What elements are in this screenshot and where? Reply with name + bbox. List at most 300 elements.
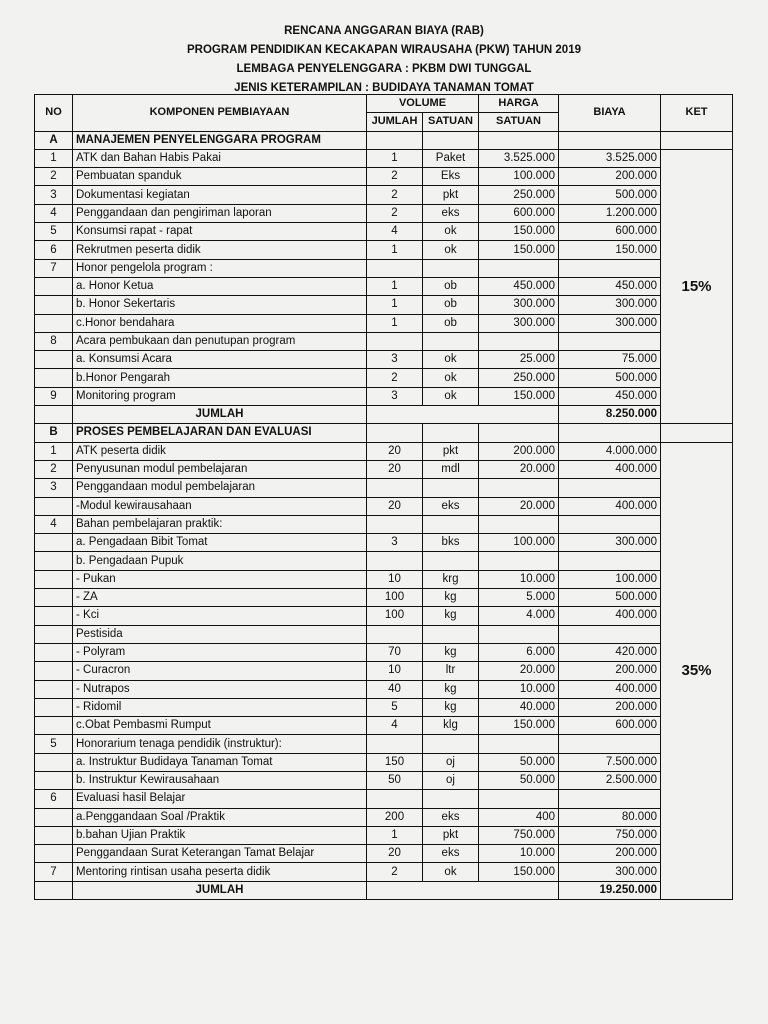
table-row: [35, 680, 733, 698]
total-blank: [367, 406, 559, 424]
document-header: [0, 22, 768, 98]
row-item: Penggandaan dan pengiriman laporan: [73, 204, 367, 222]
price-cell: [479, 424, 559, 442]
table-row: [35, 607, 733, 625]
row-cost: 300.000: [559, 863, 661, 881]
row-price: 300.000: [479, 314, 559, 332]
row-no: [35, 296, 73, 314]
row-no: 2: [35, 460, 73, 478]
row-no: [35, 826, 73, 844]
row-unit: [423, 515, 479, 533]
row-unit: ob: [423, 314, 479, 332]
row-item: ATK peserta didik: [73, 442, 367, 460]
section-code: B: [35, 424, 73, 442]
row-qty: 4: [367, 717, 423, 735]
table-row: [35, 460, 733, 478]
row-qty: [367, 790, 423, 808]
row-unit: pkt: [423, 186, 479, 204]
row-unit: bks: [423, 534, 479, 552]
table-row: [35, 149, 733, 167]
row-qty: 1: [367, 149, 423, 167]
table-row: [35, 845, 733, 863]
row-cost: 3.525.000: [559, 149, 661, 167]
row-unit: [423, 479, 479, 497]
row-price: 10.000: [479, 680, 559, 698]
row-item: a. Pengadaan Bibit Tomat: [73, 534, 367, 552]
row-no: [35, 497, 73, 515]
row-cost: 200.000: [559, 168, 661, 186]
table-row: [35, 259, 733, 277]
total-row: [35, 881, 733, 899]
row-item: Penyusunan modul pembelajaran: [73, 460, 367, 478]
qty-cell: [367, 131, 423, 149]
total-label: JUMLAH: [73, 881, 367, 899]
row-qty: [367, 259, 423, 277]
row-no: [35, 625, 73, 643]
row-price: [479, 735, 559, 753]
row-cost: 200.000: [559, 662, 661, 680]
col-harga: HARGA: [479, 95, 559, 113]
row-cost: 4.000.000: [559, 442, 661, 460]
ket-cell: [661, 131, 733, 149]
row-qty: 3: [367, 534, 423, 552]
table-row: [35, 168, 733, 186]
row-price: 450.000: [479, 277, 559, 295]
row-item: Penggandaan Surat Keterangan Tamat Belajar: [73, 845, 367, 863]
row-cost: [559, 479, 661, 497]
row-item: b.bahan Ujian Praktik: [73, 826, 367, 844]
row-no: [35, 570, 73, 588]
table-row: [35, 204, 733, 222]
header-row: [35, 95, 733, 113]
row-item: c.Honor bendahara: [73, 314, 367, 332]
row-unit: ok: [423, 369, 479, 387]
col-ket: KET: [661, 95, 733, 132]
row-price: 20.000: [479, 497, 559, 515]
row-no: 3: [35, 186, 73, 204]
row-unit: oj: [423, 753, 479, 771]
total-label: JUMLAH: [73, 406, 367, 424]
row-price: [479, 479, 559, 497]
row-item: Bahan pembelajaran praktik:: [73, 515, 367, 533]
row-cost: 400.000: [559, 680, 661, 698]
table-row: [35, 717, 733, 735]
row-unit: ob: [423, 296, 479, 314]
row-qty: 100: [367, 589, 423, 607]
table-row: [35, 589, 733, 607]
cost-cell: [559, 424, 661, 442]
row-qty: 4: [367, 223, 423, 241]
row-qty: [367, 479, 423, 497]
row-cost: 420.000: [559, 643, 661, 661]
row-cost: 600.000: [559, 717, 661, 735]
row-price: 100.000: [479, 534, 559, 552]
row-unit: mdl: [423, 460, 479, 478]
total-row: [35, 406, 733, 424]
row-qty: [367, 515, 423, 533]
qty-cell: [367, 424, 423, 442]
row-qty: [367, 552, 423, 570]
row-price: 150.000: [479, 863, 559, 881]
row-cost: 2.500.000: [559, 771, 661, 789]
row-qty: 20: [367, 497, 423, 515]
row-qty: 1: [367, 826, 423, 844]
row-unit: ok: [423, 387, 479, 405]
row-cost: [559, 735, 661, 753]
row-price: [479, 790, 559, 808]
row-item: - ZA: [73, 589, 367, 607]
row-no: 5: [35, 735, 73, 753]
row-qty: 2: [367, 369, 423, 387]
row-no: [35, 771, 73, 789]
row-item: - Pukan: [73, 570, 367, 588]
row-unit: eks: [423, 204, 479, 222]
row-price: 200.000: [479, 442, 559, 460]
row-qty: [367, 332, 423, 350]
table-row: [35, 369, 733, 387]
row-qty: 20: [367, 460, 423, 478]
row-cost: 7.500.000: [559, 753, 661, 771]
unit-cell: [423, 131, 479, 149]
row-item: - Curacron: [73, 662, 367, 680]
row-unit: klg: [423, 717, 479, 735]
row-price: 300.000: [479, 296, 559, 314]
row-qty: 1: [367, 241, 423, 259]
row-price: 50.000: [479, 771, 559, 789]
row-qty: 10: [367, 662, 423, 680]
row-cost: 300.000: [559, 296, 661, 314]
unit-cell: [423, 424, 479, 442]
cost-cell: [559, 131, 661, 149]
row-qty: 100: [367, 607, 423, 625]
col-harga-satuan: SATUAN: [479, 113, 559, 131]
row-price: [479, 515, 559, 533]
budget-table: [34, 94, 733, 900]
row-item: -Modul kewirausahaan: [73, 497, 367, 515]
row-cost: [559, 790, 661, 808]
row-item: Dokumentasi kegiatan: [73, 186, 367, 204]
table-row: [35, 625, 733, 643]
row-price: 4.000: [479, 607, 559, 625]
row-no: [35, 808, 73, 826]
row-cost: 400.000: [559, 607, 661, 625]
row-item: Pestisida: [73, 625, 367, 643]
table-row: [35, 863, 733, 881]
row-qty: 5: [367, 698, 423, 716]
row-unit: pkt: [423, 442, 479, 460]
row-qty: 20: [367, 845, 423, 863]
row-qty: 2: [367, 863, 423, 881]
row-item: b. Honor Sekertaris: [73, 296, 367, 314]
row-item: b. Pengadaan Pupuk: [73, 552, 367, 570]
total-value: 19.250.000: [559, 881, 661, 899]
section-title: MANAJEMEN PENYELENGGARA PROGRAM: [73, 131, 367, 149]
row-item: a. Instruktur Budidaya Tanaman Tomat: [73, 753, 367, 771]
row-no: 8: [35, 332, 73, 350]
row-cost: [559, 332, 661, 350]
table-row: [35, 534, 733, 552]
row-no: [35, 753, 73, 771]
row-cost: 400.000: [559, 497, 661, 515]
row-qty: 2: [367, 204, 423, 222]
row-item: b. Instruktur Kewirausahaan: [73, 771, 367, 789]
row-cost: 500.000: [559, 589, 661, 607]
section-title: PROSES PEMBELAJARAN DAN EVALUASI: [73, 424, 367, 442]
row-item: Penggandaan modul pembelajaran: [73, 479, 367, 497]
row-no: [35, 698, 73, 716]
ket-percent: 35%: [661, 442, 733, 899]
row-cost: [559, 259, 661, 277]
row-price: 3.525.000: [479, 149, 559, 167]
col-jumlah: JUMLAH: [367, 113, 423, 131]
row-no: [35, 717, 73, 735]
row-price: 750.000: [479, 826, 559, 844]
row-item: Rekrutmen peserta didik: [73, 241, 367, 259]
row-qty: 3: [367, 387, 423, 405]
row-no: 6: [35, 790, 73, 808]
row-unit: kg: [423, 607, 479, 625]
row-no: [35, 643, 73, 661]
row-item: c.Obat Pembasmi Rumput: [73, 717, 367, 735]
row-qty: 20: [367, 442, 423, 460]
row-cost: 1.200.000: [559, 204, 661, 222]
table-row: [35, 479, 733, 497]
row-cost: [559, 552, 661, 570]
table-row: [35, 387, 733, 405]
row-no: 1: [35, 442, 73, 460]
col-satuan: SATUAN: [423, 113, 479, 131]
row-price: 25.000: [479, 351, 559, 369]
row-no: 9: [35, 387, 73, 405]
row-no: [35, 680, 73, 698]
row-price: 150.000: [479, 223, 559, 241]
row-qty: 1: [367, 277, 423, 295]
row-qty: 1: [367, 296, 423, 314]
row-cost: 200.000: [559, 845, 661, 863]
table-row: [35, 314, 733, 332]
row-cost: 400.000: [559, 460, 661, 478]
row-item: b.Honor Pengarah: [73, 369, 367, 387]
table-row: [35, 662, 733, 680]
table-row: [35, 277, 733, 295]
row-unit: ok: [423, 863, 479, 881]
row-qty: 40: [367, 680, 423, 698]
row-cost: 450.000: [559, 277, 661, 295]
row-item: a.Penggandaan Soal /Praktik: [73, 808, 367, 826]
row-cost: 300.000: [559, 534, 661, 552]
row-no: 4: [35, 204, 73, 222]
row-price: 100.000: [479, 168, 559, 186]
row-cost: 80.000: [559, 808, 661, 826]
total-blank: [35, 881, 73, 899]
table-row: [35, 698, 733, 716]
row-price: 10.000: [479, 845, 559, 863]
row-cost: [559, 515, 661, 533]
row-price: 20.000: [479, 662, 559, 680]
row-price: 20.000: [479, 460, 559, 478]
row-item: Mentoring rintisan usaha peserta didik: [73, 863, 367, 881]
row-no: 5: [35, 223, 73, 241]
row-price: [479, 332, 559, 350]
table-row: [35, 497, 733, 515]
row-unit: eks: [423, 845, 479, 863]
row-unit: pkt: [423, 826, 479, 844]
row-no: [35, 351, 73, 369]
row-cost: 500.000: [559, 186, 661, 204]
total-value: 8.250.000: [559, 406, 661, 424]
table-row: [35, 753, 733, 771]
row-item: Monitoring program: [73, 387, 367, 405]
table-row: [35, 442, 733, 460]
table-row: [35, 241, 733, 259]
row-item: Konsumsi rapat - rapat: [73, 223, 367, 241]
row-no: 3: [35, 479, 73, 497]
row-price: 150.000: [479, 387, 559, 405]
row-unit: ltr: [423, 662, 479, 680]
row-item: - Kci: [73, 607, 367, 625]
row-cost: 100.000: [559, 570, 661, 588]
row-qty: [367, 625, 423, 643]
row-unit: krg: [423, 570, 479, 588]
row-price: 50.000: [479, 753, 559, 771]
row-qty: 10: [367, 570, 423, 588]
table-row: [35, 351, 733, 369]
table-row: [35, 771, 733, 789]
row-no: [35, 314, 73, 332]
section-heading: [35, 131, 733, 149]
row-no: [35, 277, 73, 295]
row-cost: 200.000: [559, 698, 661, 716]
row-qty: 2: [367, 186, 423, 204]
row-item: - Polyram: [73, 643, 367, 661]
row-item: a. Honor Ketua: [73, 277, 367, 295]
row-price: 150.000: [479, 717, 559, 735]
row-price: [479, 625, 559, 643]
row-unit: oj: [423, 771, 479, 789]
row-price: 150.000: [479, 241, 559, 259]
row-price: 250.000: [479, 369, 559, 387]
row-no: 7: [35, 259, 73, 277]
row-cost: 500.000: [559, 369, 661, 387]
row-price: 5.000: [479, 589, 559, 607]
row-unit: ob: [423, 277, 479, 295]
row-no: [35, 845, 73, 863]
row-price: 10.000: [479, 570, 559, 588]
row-qty: 2: [367, 168, 423, 186]
table-row: [35, 790, 733, 808]
row-cost: 600.000: [559, 223, 661, 241]
row-item: Honor pengelola program :: [73, 259, 367, 277]
row-no: 1: [35, 149, 73, 167]
ket-percent: 15%: [661, 149, 733, 423]
row-unit: kg: [423, 643, 479, 661]
row-cost: 150.000: [559, 241, 661, 259]
col-volume: VOLUME: [367, 95, 479, 113]
row-item: ATK dan Bahan Habis Pakai: [73, 149, 367, 167]
table-row: [35, 826, 733, 844]
row-no: [35, 607, 73, 625]
row-item: Pembuatan spanduk: [73, 168, 367, 186]
row-item: a. Konsumsi Acara: [73, 351, 367, 369]
row-cost: 300.000: [559, 314, 661, 332]
row-no: 7: [35, 863, 73, 881]
col-komponen: KOMPONEN PEMBIAYAAN: [73, 95, 367, 132]
row-qty: 50: [367, 771, 423, 789]
row-qty: 70: [367, 643, 423, 661]
row-qty: 3: [367, 351, 423, 369]
row-unit: kg: [423, 698, 479, 716]
row-no: [35, 369, 73, 387]
table-row: [35, 808, 733, 826]
program-title: PROGRAM PENDIDIKAN KECAKAPAN WIRAUSAHA (PKW) TAHUN 2019: [187, 44, 581, 56]
row-price: 400: [479, 808, 559, 826]
row-price: [479, 259, 559, 277]
row-qty: [367, 735, 423, 753]
row-unit: eks: [423, 808, 479, 826]
row-unit: kg: [423, 589, 479, 607]
row-price: [479, 552, 559, 570]
row-unit: eks: [423, 497, 479, 515]
row-qty: 200: [367, 808, 423, 826]
table-row: [35, 186, 733, 204]
row-qty: 1: [367, 314, 423, 332]
doc-title: RENCANA ANGGARAN BIAYA (RAB): [284, 25, 484, 37]
row-unit: [423, 332, 479, 350]
row-cost: 75.000: [559, 351, 661, 369]
row-unit: [423, 552, 479, 570]
row-price: 600.000: [479, 204, 559, 222]
table-row: [35, 570, 733, 588]
row-qty: 150: [367, 753, 423, 771]
row-item: - Ridomil: [73, 698, 367, 716]
row-no: [35, 662, 73, 680]
row-price: 250.000: [479, 186, 559, 204]
row-unit: kg: [423, 680, 479, 698]
total-blank: [367, 881, 559, 899]
row-unit: Paket: [423, 149, 479, 167]
row-no: [35, 589, 73, 607]
row-unit: ok: [423, 351, 479, 369]
table-row: [35, 223, 733, 241]
table-row: [35, 296, 733, 314]
row-cost: 450.000: [559, 387, 661, 405]
row-item: - Nutrapos: [73, 680, 367, 698]
row-no: [35, 534, 73, 552]
row-no: 2: [35, 168, 73, 186]
table-row: [35, 552, 733, 570]
row-unit: [423, 625, 479, 643]
table-row: [35, 643, 733, 661]
row-no: 4: [35, 515, 73, 533]
table-row: [35, 735, 733, 753]
row-unit: ok: [423, 223, 479, 241]
row-unit: [423, 735, 479, 753]
total-blank: [35, 406, 73, 424]
table-row: [35, 515, 733, 533]
row-unit: [423, 259, 479, 277]
row-item: Acara pembukaan dan penutupan program: [73, 332, 367, 350]
row-item: Honorarium tenaga pendidik (instruktur):: [73, 735, 367, 753]
institution-line: LEMBAGA PENYELENGGARA : PKBM DWI TUNGGAL: [236, 63, 532, 75]
col-biaya: BIAYA: [559, 95, 661, 132]
table-row: [35, 332, 733, 350]
row-unit: Eks: [423, 168, 479, 186]
skill-line: JENIS KETERAMPILAN : BUDIDAYA TANAMAN TOMAT: [234, 82, 534, 94]
section-code: A: [35, 131, 73, 149]
row-item: Evaluasi hasil Belajar: [73, 790, 367, 808]
row-no: [35, 552, 73, 570]
row-price: 6.000: [479, 643, 559, 661]
